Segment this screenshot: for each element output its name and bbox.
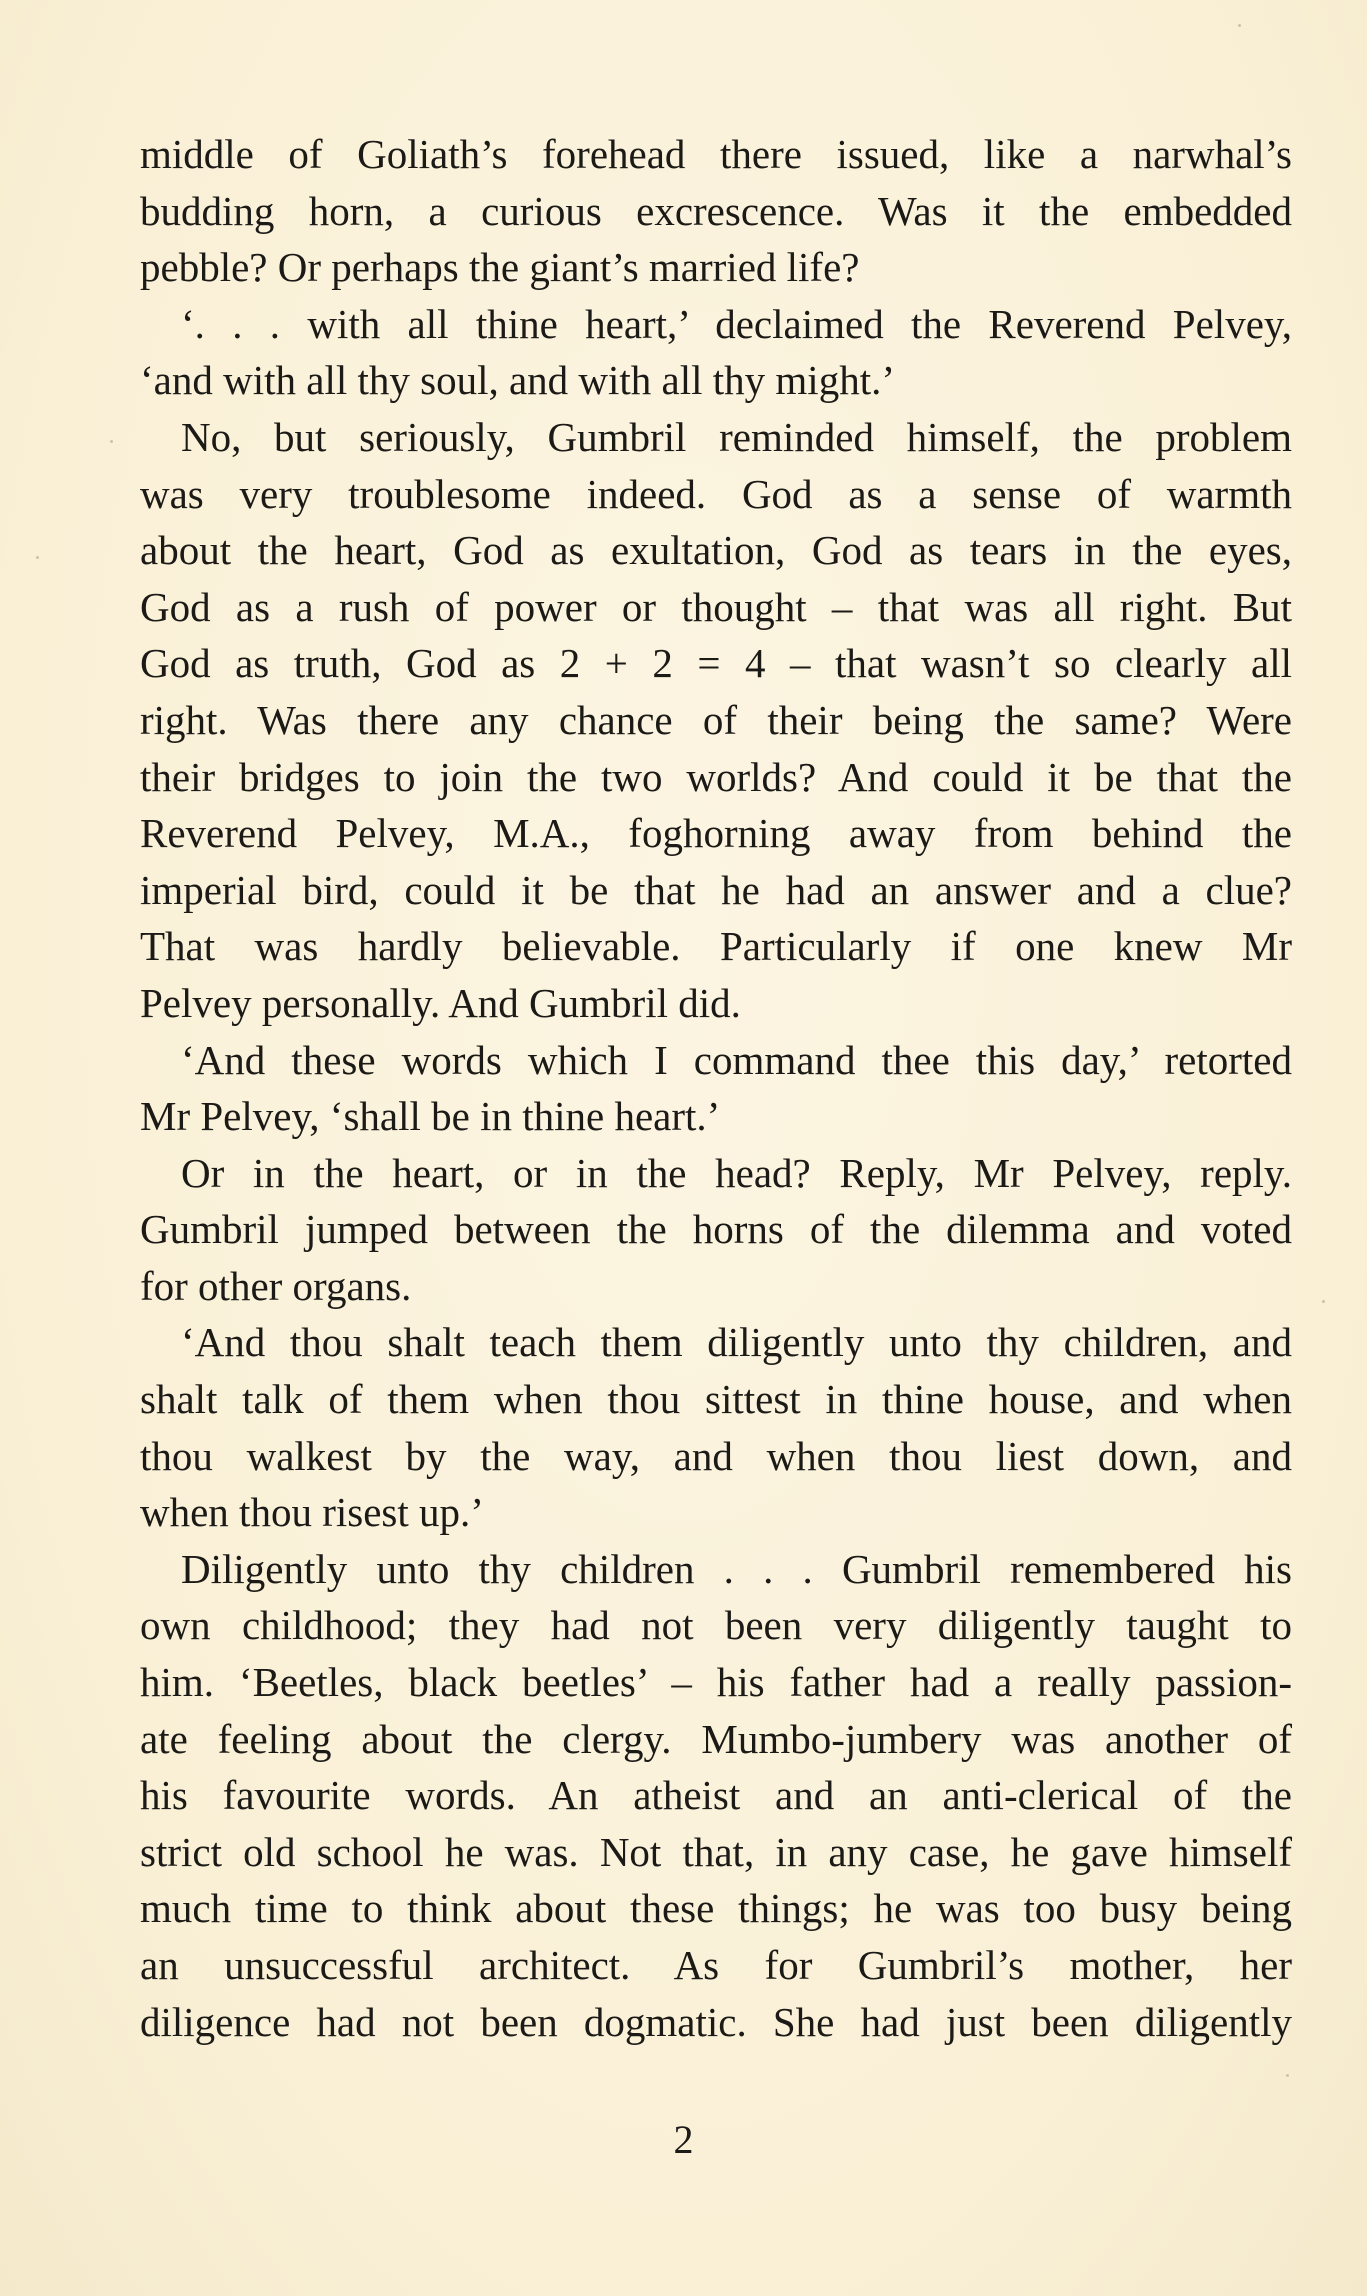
text-line: about the heart, God as exultation, God as tears in the eyes, xyxy=(140,527,1292,574)
text-line: imperial bird, could it be that he had an answer and a clue? xyxy=(140,866,1292,913)
text-line: pebble? Or perhaps the giant’s married life? xyxy=(140,244,860,291)
text-line: ‘And these words which I command thee this day,’ retorted xyxy=(181,1036,1292,1083)
text-line: when thou risest up.’ xyxy=(140,1489,484,1536)
body-text xyxy=(140,126,1292,2050)
text-line: budding horn, a curious excrescence. Was it the embedded xyxy=(140,187,1292,234)
text-line: middle of Goliath’s forehead there issued, like a narwhal’s xyxy=(140,131,1292,177)
text-line: That was hardly believable. Particularly if one knew Mr xyxy=(140,923,1292,970)
text-line: No, but seriously, Gumbril reminded himself, the problem xyxy=(181,413,1292,460)
paper-speck xyxy=(1286,2074,1289,2077)
text-line: him. ‘Beetles, black beetles’ – his father had a really passion- xyxy=(140,1659,1292,1706)
text-line: Pelvey personally. And Gumbril did. xyxy=(140,979,741,1026)
paragraph xyxy=(140,296,1292,409)
page-number: 2 xyxy=(673,2117,694,2162)
text-line: God as a rush of power or thought – that was all right. But xyxy=(140,583,1292,630)
text-line: strict old school he was. Not that, in any case, he gave himself xyxy=(140,1828,1292,1875)
text-line: ‘And thou shalt teach them diligently unto thy children, and xyxy=(181,1319,1292,1366)
text-line: own childhood; they had not been very diligently taught to xyxy=(140,1602,1292,1649)
paragraph xyxy=(140,1314,1292,1540)
paragraph xyxy=(140,409,1292,1032)
text-line: an unsuccessful architect. As for Gumbril’s mother, her xyxy=(140,1942,1292,1988)
text-line: Gumbril jumped between the horns of the dilemma and voted xyxy=(140,1206,1292,1253)
text-line: Reverend Pelvey, M.A., foghorning away from behind the xyxy=(140,810,1292,857)
text-line: God as truth, God as 2 + 2 = 4 – that wasn’t so clearly all xyxy=(140,640,1292,687)
text-line: his favourite words. An atheist and an anti-clerical of the xyxy=(140,1772,1292,1819)
text-line: diligence had not been dogmatic. She had just been diligently xyxy=(140,1998,1292,2045)
text-line: ‘. . . with all thine heart,’ declaimed the Reverend Pelvey, xyxy=(181,300,1292,347)
text-line: ate feeling about the clergy. Mumbo-jumbery was another of xyxy=(140,1715,1292,1762)
text-line: Mr Pelvey, ‘shall be in thine heart.’ xyxy=(140,1093,721,1140)
text-line: their bridges to join the two worlds? And could it be that the xyxy=(140,753,1292,800)
paragraph xyxy=(140,1145,1292,1315)
text-line: much time to think about these things; he was too busy being xyxy=(140,1885,1292,1932)
text-line: thou walkest by the way, and when thou liest down, and xyxy=(140,1432,1292,1479)
paper-speck xyxy=(1238,24,1241,27)
text-line: shalt talk of them when thou sittest in thine house, and when xyxy=(140,1376,1292,1423)
paragraph xyxy=(140,1541,1292,2050)
text-line: Diligently unto thy children . . . Gumbril remembered his xyxy=(181,1545,1292,1592)
text-line: for other organs. xyxy=(140,1262,412,1309)
text-line: was very troublesome indeed. God as a sense of warmth xyxy=(140,470,1292,517)
paper-speck xyxy=(36,556,39,559)
text-line: right. Was there any chance of their being the same? Were xyxy=(140,696,1292,743)
paragraph xyxy=(140,1032,1292,1145)
paper-speck xyxy=(1322,1300,1325,1303)
text-line: ‘and with all thy soul, and with all thy might.’ xyxy=(140,357,895,404)
paper-speck xyxy=(110,440,113,443)
text-line: Or in the heart, or in the head? Reply, Mr Pelvey, reply. xyxy=(181,1149,1292,1196)
paragraph xyxy=(140,126,1292,296)
